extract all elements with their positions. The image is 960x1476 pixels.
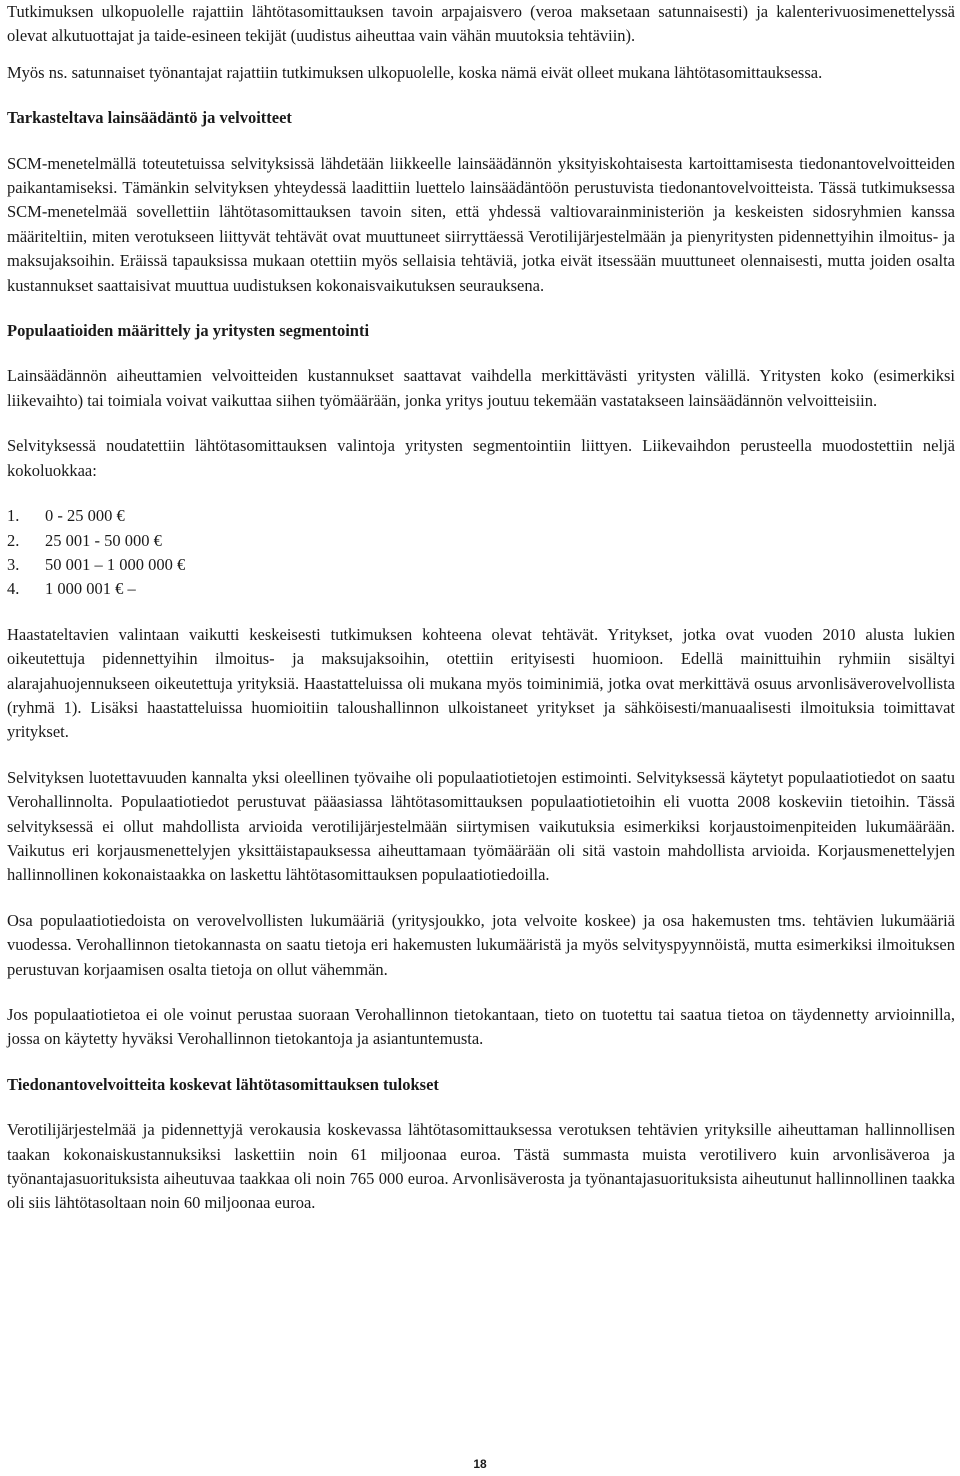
list-text: 0 - 25 000 € <box>45 506 125 526</box>
section-heading: Tiedonantovelvoitteita koskevat lähtötasomittauksen tulokset <box>7 1074 439 1094</box>
section-heading: Tarkasteltava lainsäädäntö ja velvoitteet <box>7 108 292 128</box>
list-text: 25 001 - 50 000 € <box>45 530 162 550</box>
list-item <box>7 504 955 528</box>
paragraph: Jos populaatiotietoa ei ole voinut perustaa suoraan Verohallinnon tietokantaan, tieto on tuotettu tai saatua tietoa on täydennetty arvioinnilla, jossa on käytetty hyväksi Verohallinnon tietokantoja ja asiantuntemusta. <box>7 1005 955 1049</box>
paragraph: Haastateltavien valintaan vaikutti keskeisesti tutkimuksen kohteena olevat tehtävät. Yritykset, jotka ovat vuoden 2010 alusta lukien oikeutettuja pidennettyihin ilmoitus- ja maksujaksoihin, otettiin erityisesti huomioon. Edellä mainittuihin ryhmiin sisältyi alarajahuojennukseen oikeutettuja yrityksiä. Haastatteluissa oli mukana myös toiminimiä, jotka ovat merkittävä osuus arvonlisäverovelvollista (ryhmä 1). Lisäksi haastatteluissa huomioitiin taloushallinnon ulkoistaneet yritykset ja sähköisesti/manuaalisesti ilmoituksia toimittavat yritykset. <box>7 624 955 742</box>
paragraph: Tutkimuksen ulkopuolelle rajattiin lähtötasomittauksen tavoin arpajaisvero (veroa maksetaan satunnaisesti) ja kalenterivuosimenettelyssä olevat alkutuottajat ja taide-esineen tekijät (uudistus aiheuttaa vain vähän muutoksia tehtäviin). <box>7 2 955 46</box>
list-number: 1. <box>7 506 20 526</box>
list-item <box>7 553 955 577</box>
list-text: 50 001 – 1 000 000 € <box>45 554 186 574</box>
section-heading: Populaatioiden määrittely ja yritysten segmentointi <box>7 321 370 341</box>
paragraph: Osa populaatiotiedoista on verovelvollisten lukumääriä (yritysjoukko, jota velvoite koskee) ja osa hakemusten tms. tehtävien lukumääriä vuodessa. Verohallinnon tietokannasta on saatu tietoja eri hakemusten lukumääristä ja myös selvityspyynnöistä, mutta esimerkiksi ilmoituksen perustuvan korjaamisen osalta tietoja on ollut vähemmän. <box>7 910 955 979</box>
paragraph: Selvityksessä noudatettiin lähtötasomittauksen valintoja yritysten segmentointiin liittyen. Liikevaihdon perusteella muodostettiin neljä kokoluokkaa: <box>7 436 955 480</box>
list-item <box>7 529 955 553</box>
paragraph: Myös ns. satunnaiset työnantajat rajattiin tutkimuksen ulkopuolelle, koska nämä eivät olleet mukana lähtötasomittauksessa. <box>7 62 823 82</box>
list-number: 2. <box>7 530 20 550</box>
paragraph: Lainsäädännön aiheuttamien velvoitteiden kustannukset saattavat vaihdella merkittävästi yritysten välillä. Yritysten koko (esimerkiksi liikevaihto) tai toimiala voivat vaikuttaa siihen työmäärään, jonka yritys joutuu tekemään vastatakseen lainsäädännön velvoitteisiin. <box>7 366 955 410</box>
paragraph: Selvityksen luotettavuuden kannalta yksi oleellinen työvaihe oli populaatiotietojen estimointi. Selvityksessä käytetyt populaatiotiedot on saatu Verohallinnolta. Populaatiotiedot perustuvat pääasiassa lähtötasomittauksen populaatiotietoihin eli vuotta 2008 koskeviin tietoihin. Tässä selvityksessä ei ollut mahdollista arvioida verotilijärjestelmään siirtymisen vaikutuksia esimerkiksi korjaustoimenpiteiden lukumäärään. Vaikutus eri korjausmenettelyjen yksittäistapauksessa aiheuttamaan työmäärään oli sitä vastoin mahdollista arvioida. Korjausmenettelyjen hallinnollinen kokonaistaakka on laskettu lähtötasomittauksen populaatiotiedoilla. <box>7 767 955 885</box>
list-number: 4. <box>7 579 20 599</box>
list-text: 1 000 001 € – <box>45 579 136 599</box>
document-page <box>7 0 955 1216</box>
list-item <box>7 577 955 601</box>
list-number: 3. <box>7 554 20 574</box>
size-class-list <box>7 504 955 602</box>
paragraph: SCM-menetelmällä toteutetuissa selvityksissä lähdetään liikkeelle lainsäädännön yksityiskohtaisesta kartoittamisesta tiedonantovelvoitteiden paikantamiseksi. Tämänkin selvityksen yhteydessä laadittiin luettelo lainsäädäntöön perustuvista tiedonantovelvoitteista. Tässä tutkimuksessa SCM-menetelmää sovellettiin lähtötasomittauksen tavoin siten, että yhdessä valtiovarainministeriön ja keskeisten sidosryhmien kanssa määriteltiin, miten verotukseen liittyvät tehtävät ovat muuttuneet siirryttäessä Verotilijärjestelmään ja pienyritysten pidennettyihin ilmoitus- ja maksujaksoihin. Eräissä tapauksissa mukaan otettiin myös sellaisia tehtäviä, jotka eivät itsessään muuttuneet olennaisesti, mutta joiden osalta kustannukset saattaisivat muuttua uudistuksen kokonaisvaikutuksen seurauksena. <box>7 153 955 295</box>
paragraph: Verotilijärjestelmää ja pidennettyjä verokausia koskevassa lähtötasomittauksessa verotuksen tehtävien yrityksille aiheuttaman hallinnollisen taakan kokonaiskustannuksiksi laskettiin noin 61 miljoonaa euroa. Tästä summasta muista verotilivero kuin arvonlisäveroa ja työnantajasuorituksista aiheutuvaa taakkaa oli noin 765 000 euroa. Arvonlisäverosta ja työnantajasuorituksista aiheutunut hallinnollinen taakka oli siis lähtötasoltaan noin 60 miljoonaa euroa. <box>7 1120 955 1213</box>
page-number: 18 <box>473 1457 487 1471</box>
